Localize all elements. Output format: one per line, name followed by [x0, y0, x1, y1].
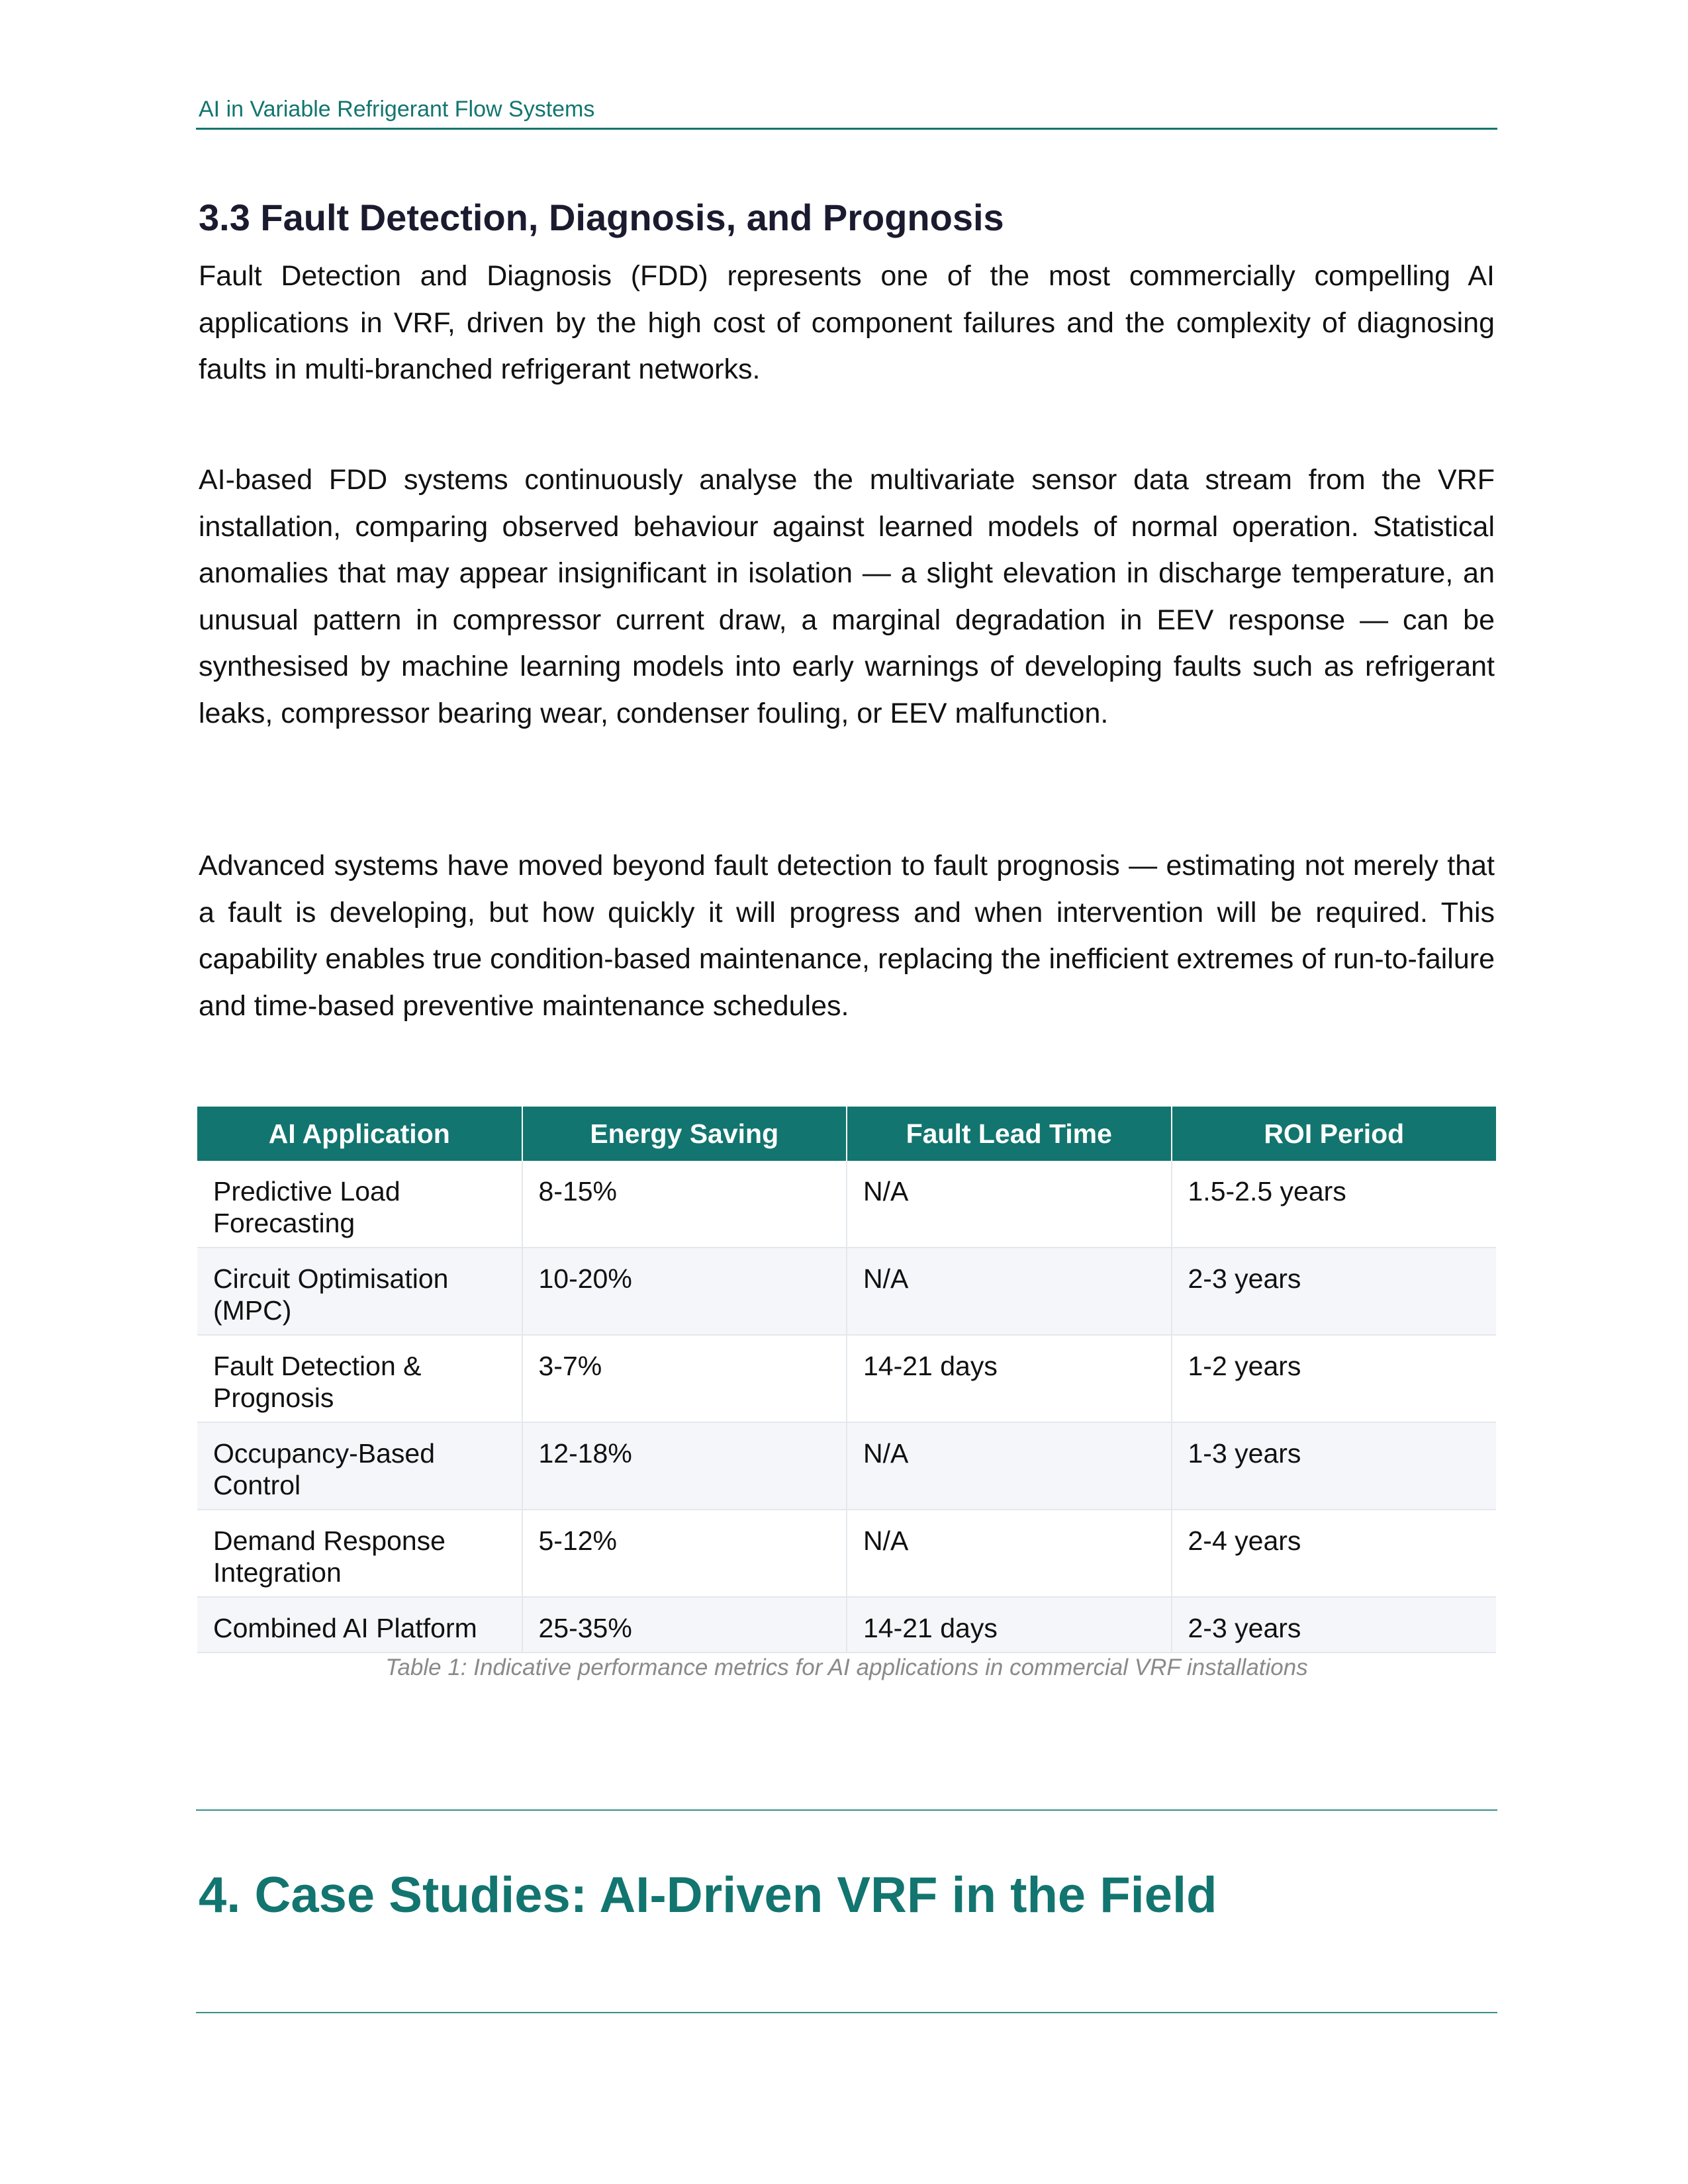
running-header: AI in Variable Refrigerant Flow Systems [199, 97, 595, 122]
cell-roi-period: 1.5-2.5 years [1172, 1161, 1497, 1248]
cell-fault-lead-time: N/A [847, 1422, 1172, 1510]
cell-fault-lead-time: 14-21 days [847, 1335, 1172, 1422]
cell-application: Circuit Optimisation (MPC) [197, 1248, 522, 1335]
cell-energy-saving: 25-35% [522, 1597, 847, 1653]
cell-fault-lead-time: N/A [847, 1161, 1172, 1248]
paragraph-2: AI-based FDD systems continuously analyse the multivariate sensor data stream from the VRF installation, comparing observed behaviour against learned models of normal operation. Statistical anomalies that may appear insignificant in isolation — a slight elevation in discharge temperature, an unusual pattern in compressor current draw, a marginal degradation in EEV response — can be synthesised by machine learning models into early warnings of developing faults such as refrigerant leaks, compressor bearing wear, condenser fouling, or EEV malfunction. [199, 464, 1495, 729]
column-header-ai-application: AI Application [197, 1107, 522, 1161]
column-header-roi-period: ROI Period [1172, 1107, 1497, 1161]
cell-roi-period: 1-2 years [1172, 1335, 1497, 1422]
paragraph-3: Advanced systems have moved beyond fault detection to fault prognosis — estimating not merely that a fault is developing, but how quickly it will progress and when intervention will be required. This capability enables true condition-based maintenance, replacing the inefficient extremes of run-to-failure and time-based preventive maintenance schedules. [199, 850, 1495, 1022]
table-row [197, 1422, 1496, 1510]
section-rule-bottom [196, 2012, 1497, 2013]
cell-fault-lead-time: N/A [847, 1248, 1172, 1335]
cell-roi-period: 1-3 years [1172, 1422, 1497, 1510]
cell-energy-saving: 3-7% [522, 1335, 847, 1422]
cell-application: Predictive Load Forecasting [197, 1161, 522, 1248]
cell-fault-lead-time: N/A [847, 1510, 1172, 1597]
cell-energy-saving: 5-12% [522, 1510, 847, 1597]
cell-application: Combined AI Platform [197, 1597, 522, 1653]
paragraph-1: Fault Detection and Diagnosis (FDD) represents one of the most commercially compelling AI applications in VRF, driven by the high cost of component failures and the complexity of diagnosing faults in multi-branched refrigerant networks. [199, 260, 1495, 385]
chapter-heading: 4. Case Studies: AI-Driven VRF in the Field [199, 1867, 1217, 1923]
header-rule [196, 128, 1497, 130]
table-row [197, 1510, 1496, 1597]
table-row [197, 1597, 1496, 1653]
table-caption: Table 1: Indicative performance metrics for AI applications in commercial VRF installations [385, 1655, 1308, 1680]
table-header-row [197, 1107, 1496, 1161]
table-row [197, 1335, 1496, 1422]
section-rule-top [196, 1809, 1497, 1811]
cell-roi-period: 2-4 years [1172, 1510, 1497, 1597]
cell-application: Demand Response Integration [197, 1510, 522, 1597]
cell-energy-saving: 8-15% [522, 1161, 847, 1248]
table-row [197, 1248, 1496, 1335]
cell-roi-period: 2-3 years [1172, 1597, 1497, 1653]
cell-energy-saving: 12-18% [522, 1422, 847, 1510]
cell-application: Fault Detection & Prognosis [197, 1335, 522, 1422]
cell-application: Occupancy-Based Control [197, 1422, 522, 1510]
cell-fault-lead-time: 14-21 days [847, 1597, 1172, 1653]
section-heading: 3.3 Fault Detection, Diagnosis, and Prognosis [199, 197, 1004, 238]
performance-metrics-table [197, 1107, 1496, 1653]
table-row [197, 1161, 1496, 1248]
column-header-fault-lead-time: Fault Lead Time [847, 1107, 1172, 1161]
cell-energy-saving: 10-20% [522, 1248, 847, 1335]
column-header-energy-saving: Energy Saving [522, 1107, 847, 1161]
cell-roi-period: 2-3 years [1172, 1248, 1497, 1335]
